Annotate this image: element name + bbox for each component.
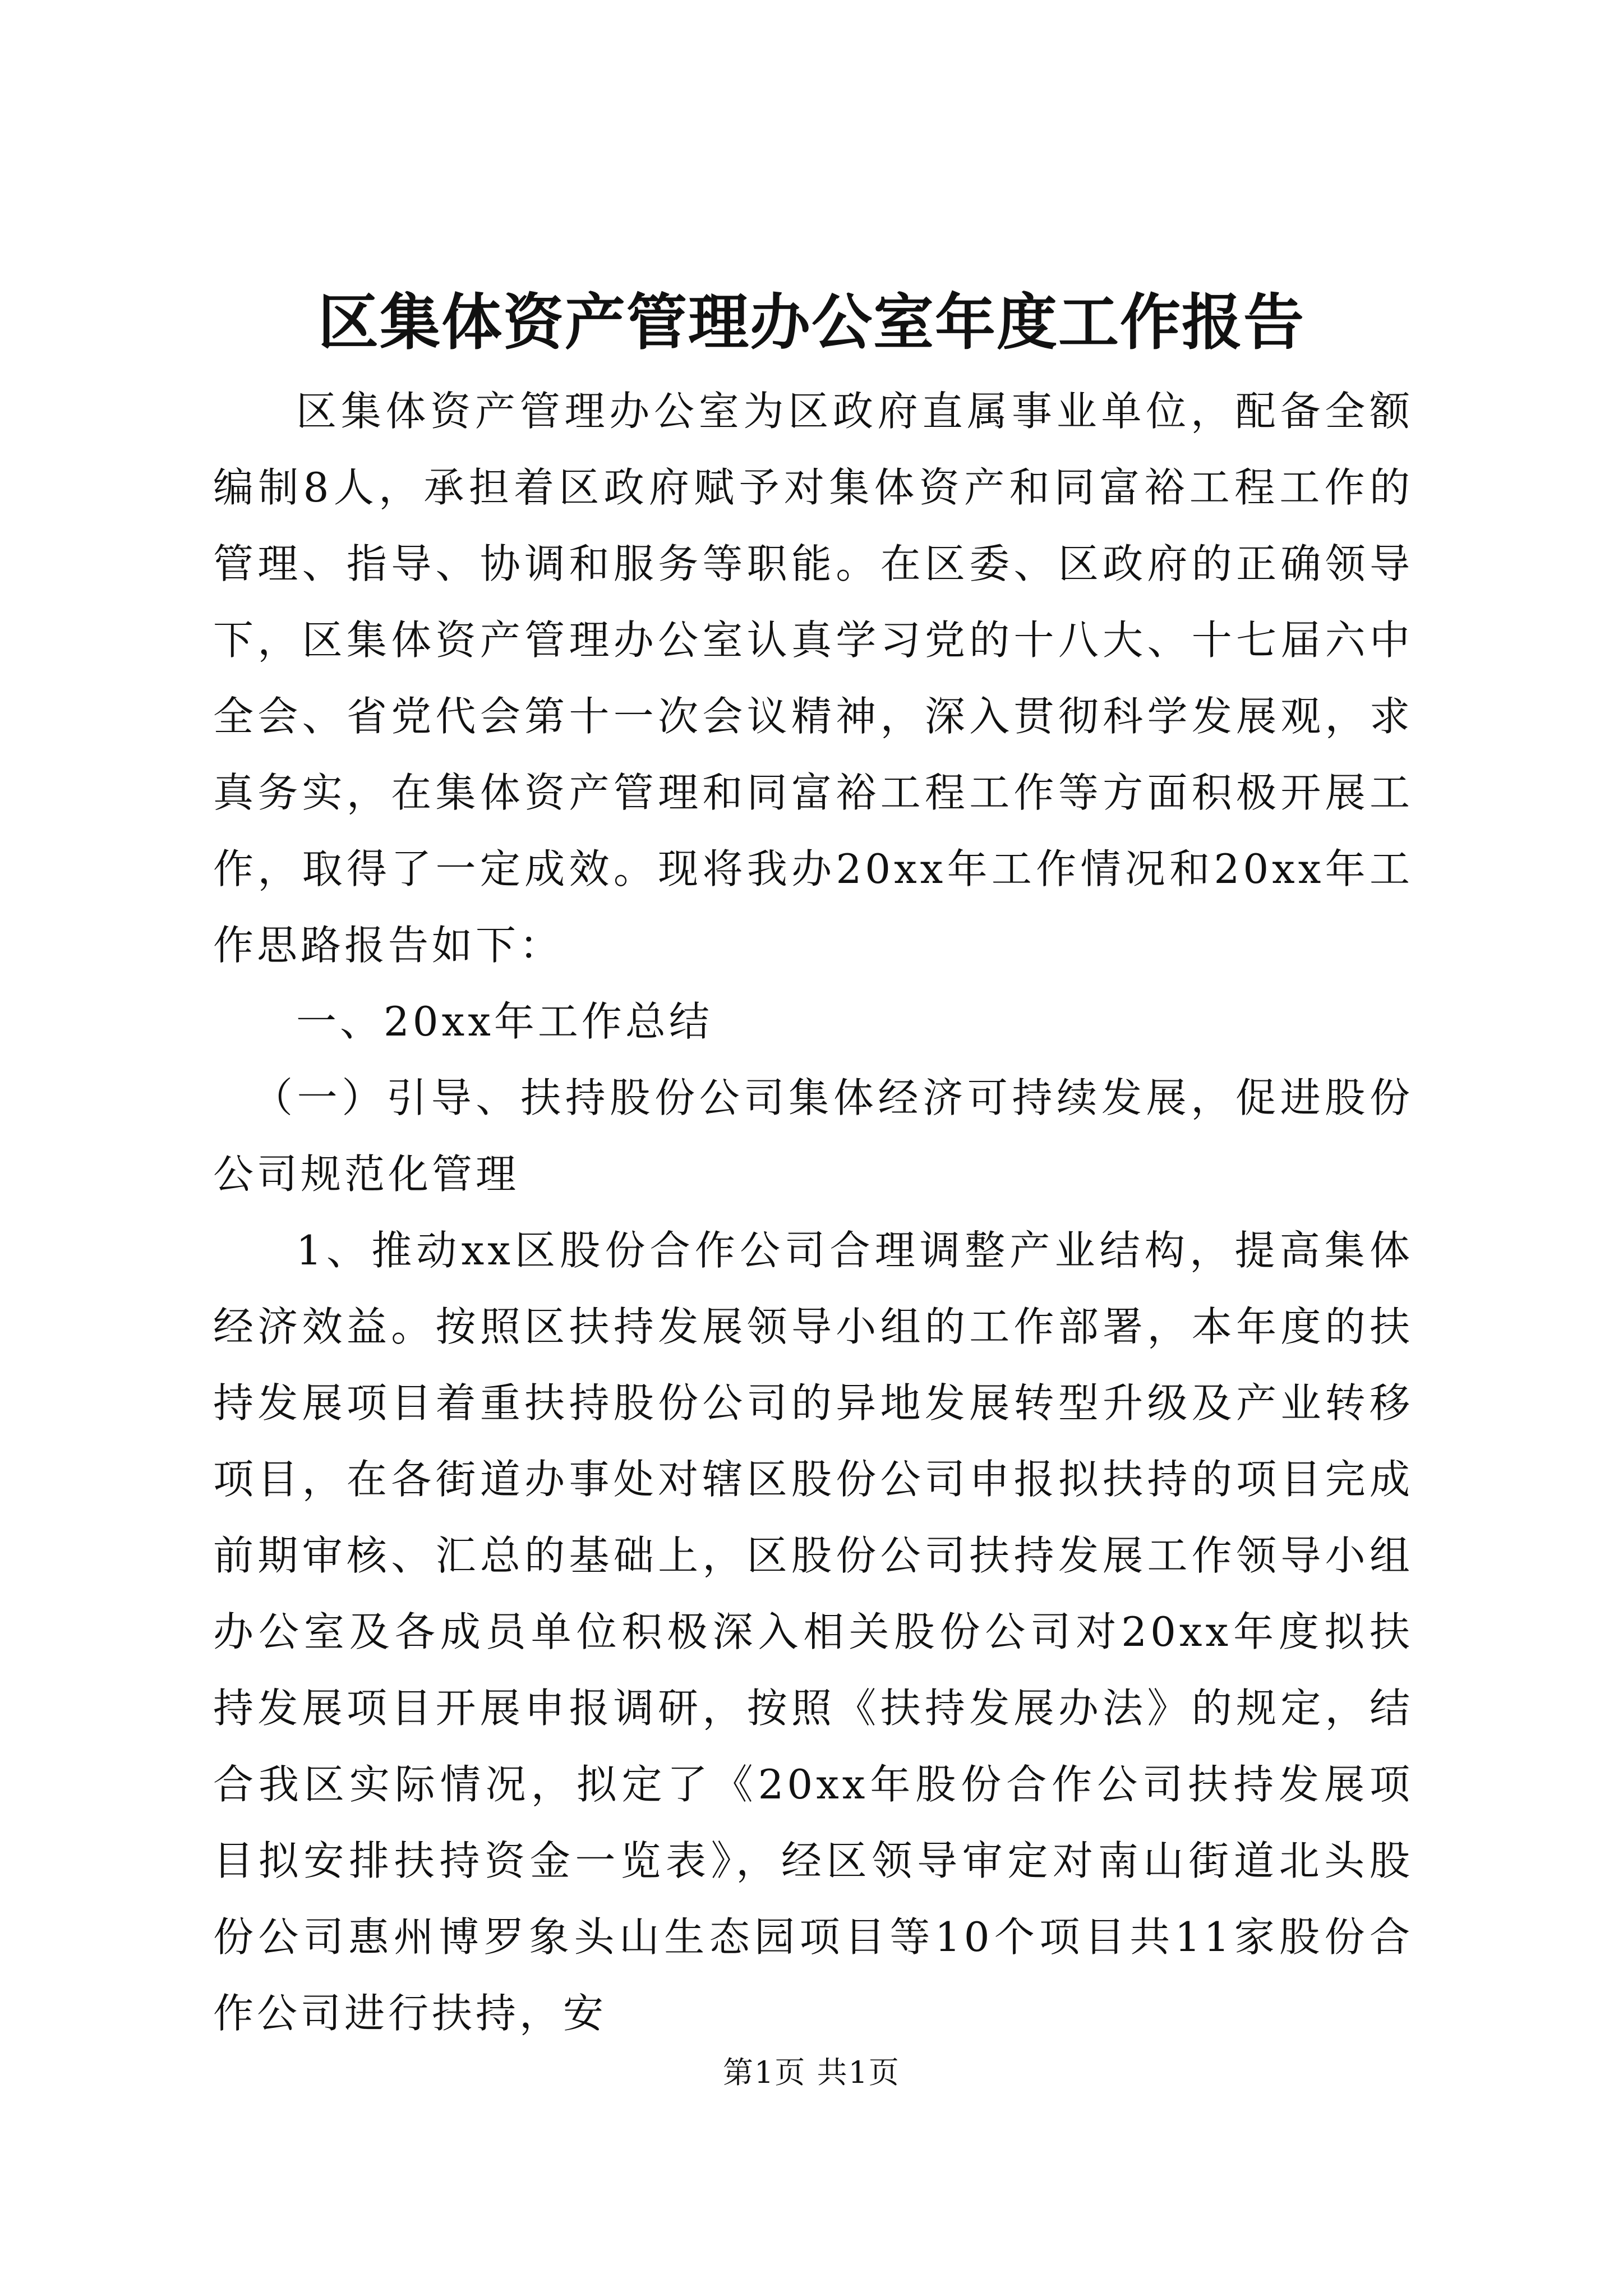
subsection-heading: （一）引导、扶持股份公司集体经济可持续发展，促进股份公司规范化管理 bbox=[213, 1074, 1413, 1198]
page-footer: 第1页 共1页 bbox=[723, 2055, 900, 2090]
document-body bbox=[213, 373, 1413, 2051]
intro-paragraph: 区集体资产管理办公室为区政府直属事业单位，配备全额编制8人，承担着区政府赋予对集体资产和同富裕工程工作的管理、指导、协调和服务等职能。在区委、区政府的正确领导下，区集体资产管理办公室认真学习党的十八大、十七届六中全会、省党代会第十一次会议精神，深入贯彻科学发展观，求真务实，在集体资产管理和同富裕工程工作等方面积极开展工作，取得了一定成效。现将我办20xx年工作情况和20xx年工作思路报告如下： bbox=[213, 388, 1413, 969]
section-heading: 一、20xx年工作总结 bbox=[296, 998, 713, 1045]
body-paragraph: 1、推动xx区股份合作公司合理调整产业结构，提高集体经济效益。按照区扶持发展领导小组的工作部署，本年度的扶持发展项目着重扶持股份公司的异地发展转型升级及产业转移项目，在各街道办事处对辖区股份公司申报拟扶持的项目完成前期审核、汇总的基础上，区股份公司扶持发展工作领导小组办公室及各成员单位积极深入相关股份公司对20xx年度拟扶持发展项目开展申报调研，按照《扶持发展办法》的规定，结合我区实际情况，拟定了《20xx年股份合作公司扶持发展项目拟安排扶持资金一览表》，经区领导审定对南山街道北头股份公司惠州博罗象头山生态园项目等10个项目共11家股份合作公司进行扶持，安 bbox=[213, 1227, 1413, 2037]
document-title: 区集体资产管理办公室年度工作报告 bbox=[317, 287, 1305, 358]
